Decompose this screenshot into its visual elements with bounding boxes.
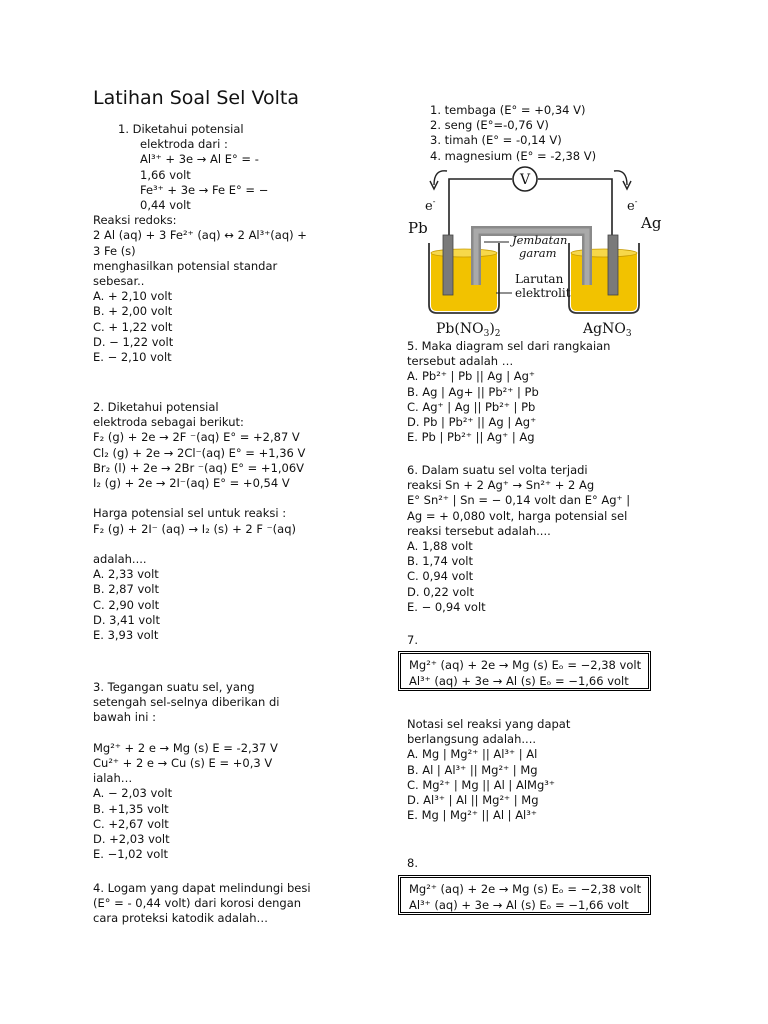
q3-option: B. +1,35 volt bbox=[93, 801, 169, 816]
question-4 bbox=[93, 881, 323, 927]
q8-number bbox=[407, 856, 418, 871]
q7-number bbox=[407, 633, 418, 648]
left-beaker bbox=[429, 243, 499, 313]
q8-box-line: Al³⁺ (aq) + 3e → Al (s) Eₒ = −1,66 volt bbox=[409, 897, 629, 912]
question-3 bbox=[93, 680, 308, 862]
page-title: Latihan Soal Sel Volta bbox=[93, 87, 299, 109]
q1-line: 1,66 volt bbox=[140, 167, 191, 182]
q5-option: A. Pb²⁺ | Pb || Ag | Ag⁺ bbox=[407, 369, 535, 384]
q4-option: 1. tembaga (E° = +0,34 V) bbox=[430, 103, 586, 117]
q7-option: E. Mg | Mg²⁺ || Al | Al³⁺ bbox=[407, 808, 537, 823]
electron-label-right: e- bbox=[627, 197, 638, 214]
q2-line: adalah.... bbox=[93, 552, 147, 566]
solution-label-1: Larutan bbox=[515, 272, 564, 286]
q1-line: menghasilkan potensial standar bbox=[93, 258, 278, 273]
question-7 bbox=[407, 717, 657, 823]
bridge-label-2: garam bbox=[519, 246, 557, 260]
q4-line: (E° = - 0,44 volt) dari korosi dengan bbox=[93, 896, 302, 911]
q5-line: tersebut adalah … bbox=[407, 354, 514, 369]
electron-arrow-left-icon bbox=[434, 171, 447, 185]
q1-option: B. + 2,00 volt bbox=[93, 304, 173, 319]
q7-box-line: Al³⁺ (aq) + 3e → Al (s) Eₒ = −1,66 volt bbox=[409, 673, 629, 688]
right-salt-label: AgNO$_3$ bbox=[583, 321, 632, 338]
q2-line bbox=[93, 491, 308, 506]
q3-line: setengah sel-selnya diberikan di bbox=[93, 695, 280, 710]
voltmeter-icon bbox=[513, 167, 537, 191]
q4-line: 4. Logam yang dapat melindungi besi bbox=[93, 881, 311, 895]
q2-line: elektroda sebagai berikut: bbox=[93, 415, 244, 430]
q1-line: 1. Diketahui potensial bbox=[118, 122, 244, 136]
q1-line: sebesar.. bbox=[93, 274, 145, 289]
q1-option: E. − 2,10 volt bbox=[93, 350, 172, 365]
q1-line: elektroda dari : bbox=[140, 137, 228, 152]
q8-number-text: 8. bbox=[407, 856, 418, 870]
q2-line: I₂ (g) + 2e → 2I⁻(aq) E° = +0,54 V bbox=[93, 476, 290, 491]
solution-label-2: elektrolit bbox=[515, 286, 571, 300]
q6-option: D. 0,22 volt bbox=[407, 584, 474, 599]
q7-option: B. Al | Al³⁺ || Mg²⁺ | Mg bbox=[407, 762, 538, 777]
electron-arrow-right-icon bbox=[614, 171, 627, 185]
bridge-label-1: Jembatan bbox=[512, 233, 568, 247]
q6-line: 6. Dalam suatu sel volta terjadi bbox=[407, 463, 588, 477]
q5-option: D. Pb | Pb²⁺ || Ag | Ag⁺ bbox=[407, 415, 537, 430]
q3-line: Cu²⁺ + 2 e → Cu (s) E = +0,3 V bbox=[93, 756, 273, 770]
q1-option: A. + 2,10 volt bbox=[93, 289, 173, 304]
question-5 bbox=[407, 339, 657, 445]
q3-line: Mg²⁺ + 2 e → Mg (s) E = -2,37 V bbox=[93, 740, 278, 755]
question-6 bbox=[407, 463, 662, 615]
q7-line: berlangsung adalah.... bbox=[407, 732, 537, 747]
q1-option: C. + 1,22 volt bbox=[93, 319, 173, 334]
q3-line: ialah… bbox=[93, 771, 133, 786]
q7-option: A. Mg | Mg²⁺ || Al³⁺ | Al bbox=[407, 747, 538, 762]
right-beaker bbox=[569, 243, 639, 313]
q4-options bbox=[430, 103, 660, 164]
q2-option: A. 2,33 volt bbox=[93, 567, 159, 582]
q3-option: C. +2,67 volt bbox=[93, 816, 169, 831]
q1-option: D. − 1,22 volt bbox=[93, 334, 174, 349]
q6-option: B. 1,74 volt bbox=[407, 554, 474, 569]
pb-label: Pb bbox=[408, 219, 428, 237]
q6-option: E. − 0,94 volt bbox=[407, 599, 486, 614]
q2-line: Br₂ (l) + 2e → 2Br ⁻(aq) E° = +1,06V bbox=[93, 460, 305, 475]
q3-line: bawah ini : bbox=[93, 710, 156, 725]
q7-line: Notasi sel reaksi yang dapat bbox=[407, 717, 571, 731]
q6-option: C. 0,94 volt bbox=[407, 569, 474, 584]
q1-line: Reaksi redoks: bbox=[93, 213, 177, 228]
q6-line: reaksi Sn + 2 Ag⁺ → Sn²⁺ + 2 Ag bbox=[407, 478, 595, 493]
q5-option: E. Pb | Pb²⁺ || Ag⁺ | Ag bbox=[407, 430, 535, 445]
q4-option: 3. timah (E° = -0,14 V) bbox=[430, 133, 562, 148]
electron-label-left: e- bbox=[425, 197, 436, 214]
q8-equation-box bbox=[398, 875, 651, 915]
q6-option: A. 1,88 volt bbox=[407, 539, 473, 554]
q1-line: Fe³⁺ + 3e → Fe E° = − bbox=[140, 182, 269, 197]
question-2 bbox=[93, 400, 308, 643]
q8-box-line: Mg²⁺ (aq) + 2e → Mg (s) Eₒ = −2,38 volt bbox=[409, 882, 642, 896]
q2-line: F₂ (g) + 2I⁻ (aq) → I₂ (s) + 2 F ⁻(aq) bbox=[93, 521, 297, 536]
svg-text:V: V bbox=[519, 172, 531, 188]
q5-option: C. Ag⁺ | Ag || Pb²⁺ | Pb bbox=[407, 399, 536, 414]
ag-label: Ag bbox=[641, 214, 662, 232]
q3-option: A. − 2,03 volt bbox=[93, 786, 173, 801]
q3-option: E. −1,02 volt bbox=[93, 847, 169, 862]
q2-line bbox=[93, 537, 308, 552]
q4-option: 2. seng (E°=-0,76 V) bbox=[430, 118, 549, 133]
question-1 bbox=[93, 122, 308, 365]
q7-option: D. Al³⁺ | Al || Mg²⁺ | Mg bbox=[407, 793, 539, 808]
q2-option: E. 3,93 volt bbox=[93, 628, 159, 643]
q4-line: cara proteksi katodik adalah… bbox=[93, 911, 268, 926]
q7-equation-box bbox=[398, 651, 651, 691]
q1-line: 0,44 volt bbox=[140, 198, 191, 213]
q2-line: 2. Diketahui potensial bbox=[93, 400, 219, 414]
q7-box-line: Mg²⁺ (aq) + 2e → Mg (s) Eₒ = −2,38 volt bbox=[409, 658, 642, 672]
q1-line: 3 Fe (s) bbox=[93, 243, 136, 258]
q4-option: 4. magnesium (E° = -2,38 V) bbox=[430, 148, 597, 163]
q2-line: Cl₂ (g) + 2e → 2Cl⁻(aq) E° = +1,36 V bbox=[93, 445, 306, 460]
q3-line: 3. Tegangan suatu sel, yang bbox=[93, 680, 255, 694]
q7-number-text: 7. bbox=[407, 633, 418, 647]
q6-line: E° Sn²⁺ | Sn = − 0,14 volt dan E° Ag⁺ | bbox=[407, 493, 631, 508]
q7-option: C. Mg²⁺ | Mg || Al | AlMg³⁺ bbox=[407, 777, 555, 792]
q1-line: 2 Al (aq) + 3 Fe²⁺ (aq) ↔ 2 Al³⁺(aq) + bbox=[93, 228, 307, 243]
q3-line bbox=[93, 726, 308, 741]
left-salt-label: $Pb(NO_3)_2$ bbox=[436, 321, 501, 338]
q6-line: Ag = + 0,080 volt, harga potensial sel bbox=[407, 508, 628, 523]
q5-option: B. Ag | Ag+ || Pb²⁺ | Pb bbox=[407, 384, 539, 399]
q2-option: C. 2,90 volt bbox=[93, 597, 160, 612]
q2-line: Harga potensial sel untuk reaksi : bbox=[93, 506, 287, 521]
q2-line: F₂ (g) + 2e → 2F ⁻(aq) E° = +2,87 V bbox=[93, 430, 300, 445]
q2-option: B. 2,87 volt bbox=[93, 582, 160, 597]
q3-option: D. +2,03 volt bbox=[93, 832, 170, 847]
q6-line: reaksi tersebut adalah.... bbox=[407, 523, 551, 538]
q5-line: 5. Maka diagram sel dari rangkaian bbox=[407, 339, 611, 353]
voltaic-cell-diagram bbox=[400, 163, 675, 338]
q1-line: Al³⁺ + 3e → Al E° = - bbox=[140, 152, 259, 167]
q2-option: D. 3,41 volt bbox=[93, 612, 160, 627]
pb-electrode bbox=[443, 235, 453, 295]
ag-electrode bbox=[608, 235, 618, 295]
